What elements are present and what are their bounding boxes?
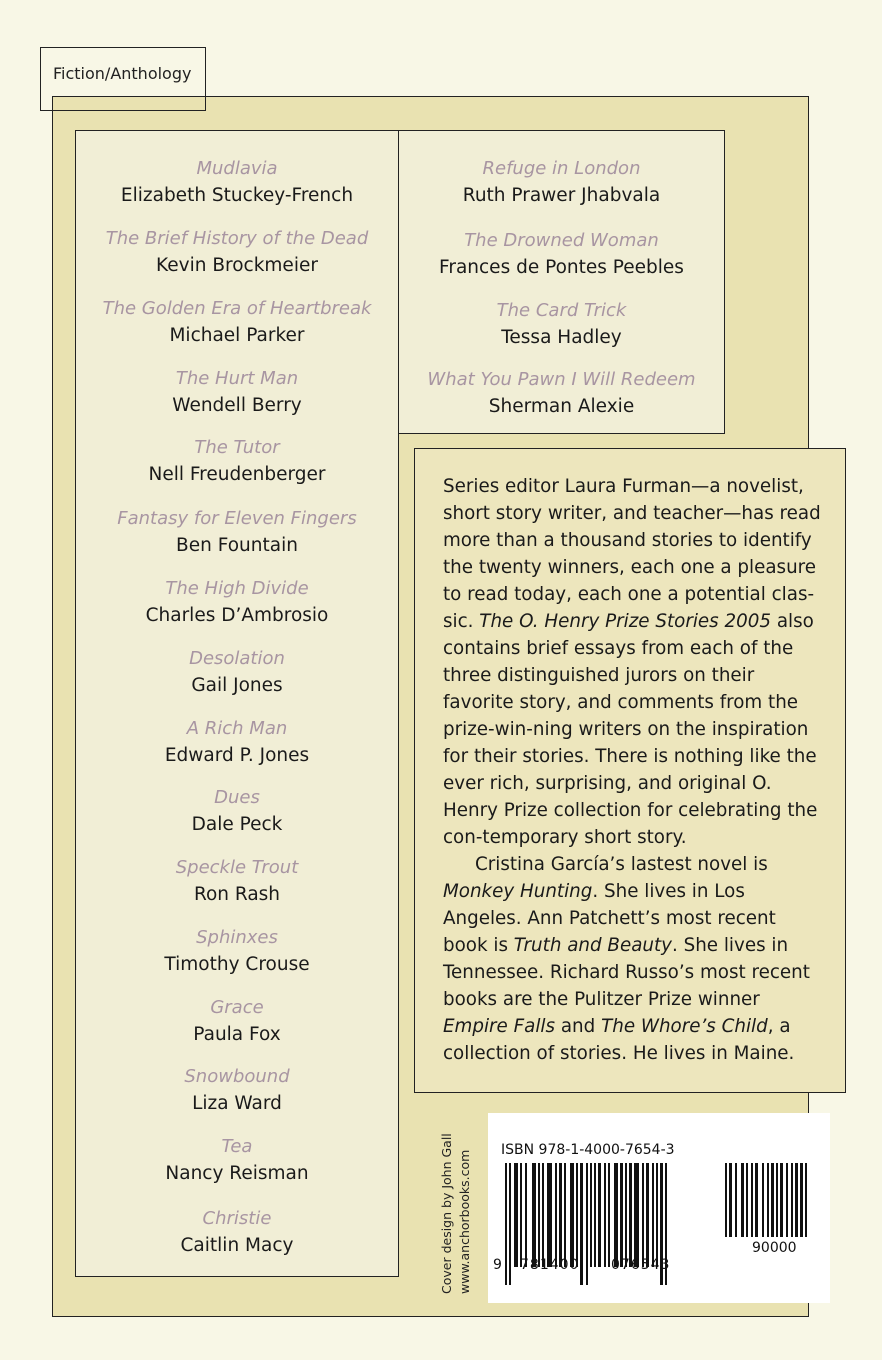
story-title: The Hurt Man — [175, 368, 299, 389]
story-entry — [399, 155, 724, 209]
story-title: The Brief History of the Dead — [105, 228, 369, 249]
story-entry — [76, 924, 398, 978]
story-entry — [399, 297, 724, 351]
barcode-bar — [767, 1163, 769, 1237]
barcode-bar — [570, 1163, 574, 1267]
barcode-bar — [576, 1163, 578, 1267]
story-title: Snowbound — [184, 1066, 290, 1087]
barcode-bar — [800, 1163, 803, 1237]
story-entry — [76, 365, 398, 419]
story-title: Grace — [210, 997, 264, 1018]
story-author: Frances de Pontes Peebles — [439, 257, 684, 278]
story-entry — [76, 575, 398, 629]
story-author: Sherman Alexie — [488, 396, 635, 417]
book-title: The O. Henry Prize Stories 2005 — [479, 611, 772, 632]
story-title: Dues — [214, 787, 260, 808]
isbn-label: ISBN 978-1-4000-7654-3 — [501, 1142, 675, 1158]
barcode-bar — [741, 1163, 744, 1237]
barcode-bar — [634, 1163, 639, 1267]
story-entry — [76, 434, 398, 488]
story-author: Paula Fox — [193, 1024, 281, 1045]
barcode-bar — [586, 1163, 588, 1285]
barcode-bar — [652, 1163, 654, 1267]
description-paragraph: Series editor Laura Furman—a novelist, short story writer, and teacher—has read more than a thousand stories to identify the twenty winners, each one a pleasure to read today, each one a potential clas-sic. The O. Henry Prize Stories 2005 also contains brief essays from each of the three distinguished jurors on their favorite story, and comments from the prize-win-ning writers on the inspiration for their stories. There is nothing like the ever rich, surprising, and original O. Henry Prize collection for celebrating the con-temporary short story. — [443, 476, 821, 848]
barcode-bar — [729, 1163, 732, 1237]
barcode-bar — [762, 1163, 764, 1237]
story-entry — [76, 715, 398, 769]
story-entry — [76, 225, 398, 279]
story-entry — [76, 854, 398, 908]
barcode-bar — [620, 1163, 623, 1267]
credits — [434, 1130, 484, 1294]
barcode-bar — [776, 1163, 778, 1237]
story-title: Speckle Trout — [175, 857, 299, 878]
book-title: Truth and Beauty — [513, 935, 672, 956]
story-author: Michael Parker — [169, 325, 305, 346]
story-title: The Tutor — [194, 437, 280, 458]
story-title: Desolation — [189, 648, 285, 669]
barcode-bar — [509, 1163, 511, 1285]
barcode-bar — [786, 1163, 788, 1237]
barcode-bar — [629, 1163, 632, 1267]
story-entry — [76, 1133, 398, 1187]
story-entry — [76, 784, 398, 838]
barcode-bar — [555, 1163, 557, 1267]
barcode-bar — [625, 1163, 627, 1267]
story-title: Sphinxes — [196, 927, 278, 948]
story-author: Gail Jones — [191, 675, 283, 696]
barcode-bar — [547, 1163, 552, 1267]
barcode-bar — [642, 1163, 644, 1267]
story-author: Nell Freudenberger — [148, 464, 326, 485]
story-author: Tessa Hadley — [501, 327, 622, 348]
story-title: Refuge in London — [482, 158, 641, 179]
story-author: Edward P. Jones — [164, 745, 310, 766]
story-entry — [76, 645, 398, 699]
story-title: A Rich Man — [186, 718, 288, 739]
barcode-bar — [656, 1163, 658, 1267]
story-entry — [399, 366, 724, 420]
story-author: Dale Peck — [191, 814, 283, 835]
story-title: What You Pawn I Will Redeem — [427, 369, 696, 390]
publisher-website: www.anchorbooks.com — [457, 1149, 472, 1294]
price-code: 90000 — [752, 1240, 797, 1256]
barcode-bar — [805, 1163, 807, 1237]
barcode-bar — [646, 1163, 649, 1267]
barcode-bar — [751, 1163, 753, 1237]
barcode-bar — [791, 1163, 793, 1237]
story-entry — [76, 994, 398, 1048]
barcode-bar — [780, 1163, 783, 1237]
story-list-left — [75, 130, 399, 1277]
editors-paragraph: Cristina García’s lastest novel is Monkey Hunting. She lives in Los Angeles. Ann Patchett’s most recent book is Truth and Beauty. She lives in Tennessee. Richard Russo’s most recent books are the Pulitzer Prize winner Empire Falls and The Whore’s Child, a collection of stories. He lives in Maine. — [443, 854, 810, 1064]
story-author: Liza Ward — [192, 1093, 282, 1114]
story-title: The Drowned Woman — [464, 230, 659, 251]
barcode-bar — [755, 1163, 758, 1237]
story-entry — [399, 227, 724, 281]
barcode-bar — [746, 1163, 748, 1237]
barcode-bar — [559, 1163, 562, 1267]
story-author: Timothy Crouse — [164, 954, 310, 975]
barcode-bar — [614, 1163, 618, 1267]
story-title: The High Divide — [165, 578, 309, 599]
story-title: Christie — [202, 1208, 272, 1229]
barcode-bar — [594, 1163, 596, 1267]
barcode-bar — [538, 1163, 540, 1267]
description-box — [414, 448, 846, 1093]
barcode-bar — [725, 1163, 727, 1237]
barcode-bar — [520, 1163, 522, 1267]
book-title: Monkey Hunting — [443, 881, 593, 902]
story-author: Ruth Prawer Jhabvala — [462, 185, 661, 206]
cover-design-credit: Cover design by John Gall — [439, 1133, 454, 1294]
barcode-bar — [590, 1163, 592, 1267]
barcode-bar — [542, 1163, 544, 1267]
barcode-bar — [505, 1163, 507, 1285]
story-title: Mudlavia — [196, 158, 278, 179]
barcode-lead-digit: 9 — [493, 1257, 502, 1273]
story-author: Caitlin Macy — [180, 1235, 294, 1256]
story-author: Nancy Reisman — [165, 1163, 309, 1184]
barcode-bar — [580, 1163, 583, 1285]
story-entry — [76, 155, 398, 209]
barcode-bar — [735, 1163, 737, 1237]
barcode-panel — [488, 1113, 830, 1303]
story-author: Wendell Berry — [172, 395, 302, 416]
story-entry — [76, 1063, 398, 1117]
barcode-bar — [604, 1163, 606, 1267]
story-title: Tea — [221, 1136, 253, 1157]
book-title: The Whore’s Child — [601, 1016, 768, 1037]
story-title: The Card Trick — [496, 300, 627, 321]
story-author: Ron Rash — [193, 884, 281, 905]
book-title: Empire Falls — [443, 1016, 556, 1037]
genre-label: Fiction/Anthology — [40, 47, 206, 111]
barcode-bar — [532, 1163, 536, 1267]
barcode-bar — [564, 1163, 566, 1267]
barcode-digits-left: 781400 — [520, 1257, 580, 1273]
story-author: Ben Fountain — [176, 535, 298, 556]
barcode-bar — [795, 1163, 798, 1237]
story-list-right — [398, 130, 725, 434]
price-barcode — [725, 1163, 829, 1237]
barcode-digits-right: 076543 — [611, 1257, 671, 1273]
story-author: Kevin Brockmeier — [156, 255, 318, 276]
barcode-bar — [514, 1163, 518, 1267]
barcode-bar — [525, 1163, 527, 1267]
story-entry — [76, 295, 398, 349]
story-author: Elizabeth Stuckey-French — [120, 185, 354, 206]
story-title: The Golden Era of Heartbreak — [102, 298, 372, 319]
barcode-bar — [598, 1163, 601, 1267]
story-entry — [76, 1205, 398, 1259]
barcode-bar — [771, 1163, 774, 1237]
barcode-bar — [608, 1163, 610, 1267]
story-title: Fantasy for Eleven Fingers — [117, 508, 357, 529]
story-author: Charles D’Ambrosio — [145, 605, 329, 626]
story-entry — [76, 505, 398, 559]
